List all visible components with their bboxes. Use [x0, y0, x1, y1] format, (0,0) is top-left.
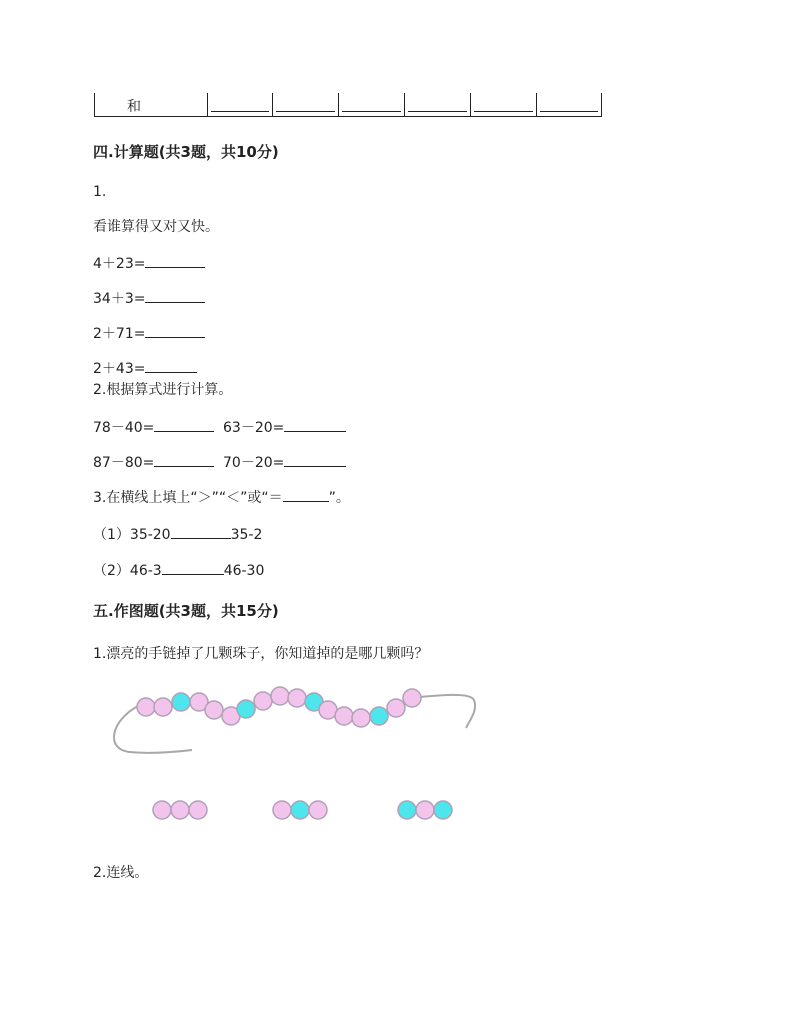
answer-blank[interactable] — [171, 524, 231, 539]
bracelet-bead-pink — [335, 707, 353, 725]
table-bottom-border — [94, 116, 602, 117]
comparison-left: （1）35-20 — [93, 527, 171, 543]
section-4-title: 四.计算题(共3题，共10分) — [93, 143, 279, 161]
option-bead-pink — [273, 801, 291, 819]
answer-blank[interactable] — [145, 323, 205, 338]
option-bead-cyan — [398, 801, 416, 819]
bracelet-bead-pink — [271, 687, 289, 705]
option-bead-pink — [309, 801, 327, 819]
equation-item — [223, 417, 346, 437]
equation-text: 2＋71= — [93, 326, 146, 342]
answer-blank[interactable] — [276, 111, 335, 112]
equation-item — [223, 452, 346, 472]
question-2-title: 2.根据算式进行计算。 — [93, 382, 233, 398]
question-3-title-text: 3.在横线上填上“＞”“＜”或“＝ — [93, 490, 283, 506]
equation-text: 70－20= — [223, 455, 285, 471]
answer-blank[interactable] — [342, 111, 401, 112]
equation-item — [93, 452, 214, 472]
question-1-instruction: 看谁算得又对又快。 — [93, 219, 219, 235]
bracelet-bead-pink — [205, 701, 223, 719]
answer-blank[interactable] — [540, 111, 598, 112]
equation-text: 63－20= — [223, 420, 285, 436]
question-1-number: 1. — [93, 184, 107, 200]
equation-item — [93, 417, 214, 437]
comparison-left: （2）46-3 — [93, 563, 162, 579]
answer-blank[interactable] — [283, 487, 329, 502]
answer-blank[interactable] — [408, 111, 467, 112]
answer-blank[interactable] — [145, 288, 205, 303]
comparison-right: 46-30 — [223, 563, 265, 579]
bracelet-bead-pink — [254, 692, 272, 710]
table-divider — [536, 93, 537, 117]
answer-blank[interactable] — [474, 111, 533, 112]
bracelet-bead-cyan — [172, 693, 190, 711]
question-3-title — [93, 487, 350, 507]
table-divider — [207, 93, 208, 117]
equation-item — [93, 288, 205, 308]
equation-text: 34＋3= — [93, 291, 146, 307]
table-divider — [470, 93, 471, 117]
option-bead-pink — [171, 801, 189, 819]
answer-blank[interactable] — [211, 111, 269, 112]
equation-item — [93, 323, 205, 343]
table-left-border — [94, 93, 95, 117]
option-bead-pink — [416, 801, 434, 819]
bead-option-group[interactable] — [153, 801, 207, 819]
equation-text: 4＋23= — [93, 256, 146, 272]
bead-option-group[interactable] — [273, 801, 327, 819]
equation-text: 2＋43= — [93, 361, 146, 377]
answer-blank[interactable] — [162, 560, 224, 575]
section-5-title: 五.作图题(共3题，共15分) — [93, 602, 279, 620]
bracelet-bead-pink — [352, 709, 370, 727]
answer-blank[interactable] — [154, 452, 214, 467]
option-bead-cyan — [291, 801, 309, 819]
option-bead-cyan — [434, 801, 452, 819]
equation-item — [93, 253, 205, 273]
bracelet-bead-pink — [154, 698, 172, 716]
equation-text: 87－80= — [93, 455, 155, 471]
bracelet-bead-pink — [288, 689, 306, 707]
option-bead-pink — [153, 801, 171, 819]
answer-blank[interactable] — [154, 417, 214, 432]
question-3-title-end: ”。 — [328, 490, 350, 506]
equation-text: 78－40= — [93, 420, 155, 436]
option-bead-pink — [189, 801, 207, 819]
table-divider — [338, 93, 339, 117]
drawing-question-1-title: 1.漂亮的手链掉了几颗珠子，你知道掉的是哪几颗吗？ — [93, 646, 429, 662]
table-divider — [272, 93, 273, 117]
table-divider — [404, 93, 405, 117]
bracelet-bead-pink — [137, 698, 155, 716]
equation-item — [93, 358, 197, 378]
bracelet-figure — [0, 670, 794, 870]
answer-blank[interactable] — [284, 417, 346, 432]
answer-blank[interactable] — [284, 452, 346, 467]
answer-blank[interactable] — [145, 253, 205, 268]
bead-option-group[interactable] — [398, 801, 452, 819]
comparison-right: 35-2 — [230, 527, 263, 543]
comparison-item — [93, 524, 262, 544]
table-row-label: 和 — [127, 99, 141, 115]
answer-blank[interactable] — [145, 358, 197, 373]
comparison-item — [93, 560, 264, 580]
bracelet-bead-cyan — [370, 707, 388, 725]
bracelet-bead-cyan — [237, 700, 255, 718]
bracelet-bead-pink — [403, 689, 421, 707]
bracelet-bead-pink — [387, 699, 405, 717]
drawing-question-2-title: 2.连线。 — [93, 865, 149, 881]
table-right-border — [601, 93, 602, 117]
